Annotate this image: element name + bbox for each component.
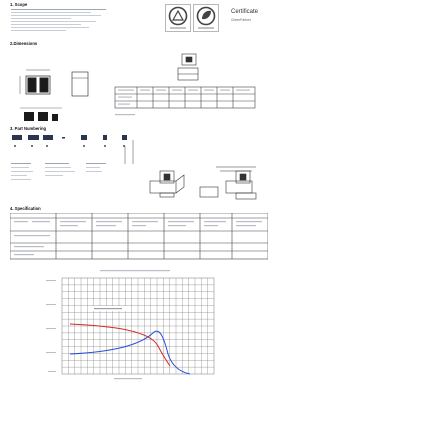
dimension-sketch <box>178 54 198 80</box>
leaf-icon <box>193 4 219 32</box>
section-part-numbering-heading: 3. Part Numbering <box>10 126 47 131</box>
characteristic-curve-graph <box>40 268 240 386</box>
dimension-table-lines <box>115 90 250 116</box>
packaging-sketches <box>138 163 278 205</box>
dimension-drawings <box>10 48 260 125</box>
component-top-view <box>20 70 88 96</box>
certificate-title: Certificate <box>231 9 259 15</box>
pad-layout <box>20 108 62 121</box>
certificate-subtitle: GreenPartner <box>231 18 251 22</box>
specification-table <box>10 213 268 263</box>
recycle-icon <box>165 4 191 32</box>
section-specification-heading: 4. Specification <box>10 206 41 211</box>
section-dimensions-heading: 2.Dimensions <box>10 41 38 46</box>
graph-legend <box>92 306 126 311</box>
section-scope-heading: 1. Scope <box>10 2 28 7</box>
dimension-table <box>115 87 255 108</box>
part-number-leaders <box>10 140 140 166</box>
